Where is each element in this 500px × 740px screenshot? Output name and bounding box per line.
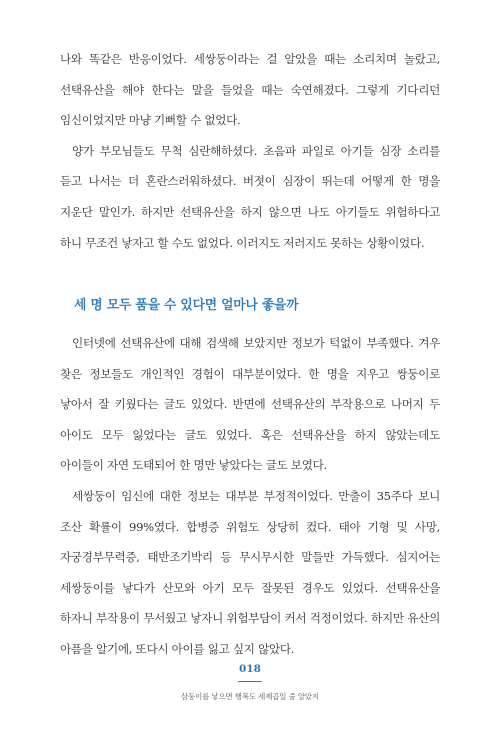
paragraph: 나와 똑같은 반응이었다. 세쌍둥이라는 걸 알았을 때는 소리치며 놀랐고, 선택유산을 해야 한다는 말을 들었을 때는 숙연해졌다. 그렇게 기다리던 임신이었지만 마냥 기뻐할 수 없었다. xyxy=(60,52,440,128)
footer-divider xyxy=(238,681,262,682)
running-footer: 삼둥이를 낳으면 행복도 세제곱일 줄 알았지 xyxy=(181,692,319,701)
paragraph: 양가 부모님들도 무척 심란해하셨다. 초음파 파일로 아기들 심장 소리를 듣고 나서는 더 혼란스러워하셨다. 버젓이 심장이 뛰는데 어떻게 한 명을 지운단 말인가. 하지만 선택유산을 하지 않으면 나도 아기들도 위험하다고 하니 무조건 낳자고 할 수도 없었다. 이러지도 저러지도 못하는 상황이었다. xyxy=(60,143,440,250)
body-text-top xyxy=(60,44,440,258)
page-number: 018 xyxy=(239,663,261,675)
body-text-bottom xyxy=(60,328,440,665)
paragraph: 세쌍둥이 임신에 대한 정보는 대부분 부정적이었다. 만출이 35주다 보니 조산 확률이 99%였다. 합병증 위험도 상당히 컸다. 태아 기형 및 사망, 자궁경부무력증, 태반조기박리 등 무시무시한 말들만 가득했다. 심지어는 세쌍둥이를 낳다가 산모와 아기 모두 잘못된 경우도 있었다. 선택유산을 하자니 부작용이 무서웠고 낳자니 위험부담이 커서 걱정이었다. 하지만 유산의 아픔을 알기에, 또다시 아이를 잃고 싶지 않았다. xyxy=(60,488,440,656)
paragraph: 인터넷에 선택유산에 대해 검색해 보았지만 정보가 턱없이 부족했다. 겨우 찾은 정보들도 개인적인 경험이 대부분이었다. 한 명을 지우고 쌍둥이로 낳아서 잘 키웠다는 글도 있었다. 반면에 선택유산의 부작용으로 나머지 두 아이도 모두 잃었다는 글도 있었다. 혹은 선택유산을 하지 않았는데도 아이들이 자연 도태되어 한 명만 낳았다는 글도 보였다. xyxy=(60,336,440,473)
section-heading: 세 명 모두 품을 수 있다면 얼마나 좋을까 xyxy=(74,298,299,313)
